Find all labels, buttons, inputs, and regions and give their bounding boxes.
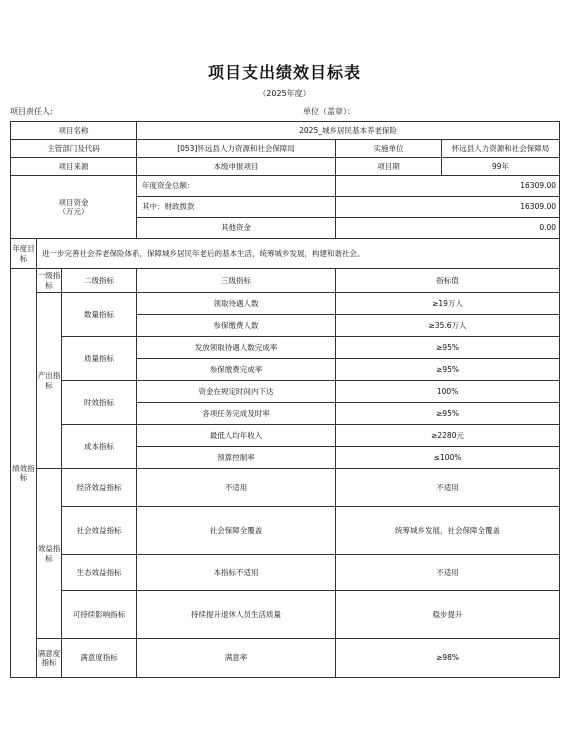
indicator-name: 不适用 <box>137 469 336 507</box>
table-row <box>11 293 560 315</box>
page-title: 项目支出绩效目标表 <box>207 63 361 82</box>
impl-unit-value: 怀远县人力资源和社会保障局 <box>442 140 560 158</box>
indicator-level2: 可持续影响指标 <box>62 591 137 639</box>
timeliness-indicator-label: 时效指标 <box>62 381 137 425</box>
fund-total-label: 年度资金总额： <box>137 176 336 197</box>
quality-indicator-label: 质量指标 <box>62 337 137 381</box>
fund-other-label: 其他资金 <box>137 218 336 239</box>
header-level2: 二级指标 <box>62 269 137 293</box>
row-annual-goal <box>11 239 560 269</box>
indicator-level2: 满意度指标 <box>62 639 137 678</box>
fund-fiscal-value: 16309.00 <box>336 197 560 218</box>
fund-unit-text: （万元） <box>58 207 89 216</box>
table-row <box>11 337 560 359</box>
indicator-value: ≤100% <box>336 447 560 469</box>
impl-unit-label: 实施单位 <box>336 140 442 158</box>
project-name-label: 项目名称 <box>11 122 137 140</box>
indicator-name: 资金在规定时间内下达 <box>137 381 336 403</box>
table-row <box>11 555 560 591</box>
indicator-name: 最低人均年收入 <box>137 425 336 447</box>
indicator-value: ≥35.6万人 <box>336 315 560 337</box>
indicator-level2: 经济效益指标 <box>62 469 137 507</box>
table-row <box>11 381 560 403</box>
table-row <box>11 425 560 447</box>
indicator-name: 本指标不适用 <box>137 555 336 591</box>
indicator-value: ≥19万人 <box>336 293 560 315</box>
cost-indicator-label: 成本指标 <box>62 425 137 469</box>
table-row <box>11 591 560 639</box>
indicator-value: 统筹城乡发展，社会保障全覆盖 <box>336 507 560 555</box>
table-row <box>11 469 560 507</box>
benefit-indicator-label: 效益指标 <box>37 469 62 639</box>
source-value: 本级申报项目 <box>137 158 336 176</box>
indicator-name: 社会保障全覆盖 <box>137 507 336 555</box>
indicator-value: ≥95% <box>336 403 560 425</box>
quantity-indicator-label: 数量指标 <box>62 293 137 337</box>
header-level3: 三级指标 <box>137 269 336 293</box>
dept-value: [053]怀远县人力资源和社会保障局 <box>137 140 336 158</box>
indicator-value: 100% <box>336 381 560 403</box>
annual-goal-value: 进一步完善社会养老保险体系，保障城乡居民年老后的基本生活，统筹城乡发展，构建和谐社会。 <box>37 239 560 269</box>
table-row <box>11 639 560 678</box>
indicator-value: ≥95% <box>336 337 560 359</box>
annual-goal-label: 年度目标 <box>11 239 37 269</box>
fund-total-value: 16309.00 <box>336 176 560 197</box>
fund-fiscal-label: 其中：财政拨款 <box>137 197 336 218</box>
indicator-name: 发放领取待遇人数完成率 <box>137 337 336 359</box>
source-label: 项目来源 <box>11 158 137 176</box>
indicator-name: 各项任务完成及时率 <box>137 403 336 425</box>
unit-seal-label: 单位（盖章）： <box>303 107 355 116</box>
indicator-name: 领取待遇人数 <box>137 293 336 315</box>
satisfaction-indicator-label: 满意度指标 <box>37 639 62 678</box>
indicator-name: 参保缴费完成率 <box>137 359 336 381</box>
indicator-value: 不适用 <box>336 555 560 591</box>
indicator-value: ≥95% <box>336 359 560 381</box>
output-indicator-label: 产出指标 <box>37 293 62 469</box>
indicator-name: 参保缴费人数 <box>137 315 336 337</box>
fund-label-text: 项目资金 <box>58 197 89 207</box>
project-name-value: 2025_城乡居民基本养老保险 <box>137 122 560 140</box>
fund-other-value: 0.00 <box>336 218 560 239</box>
indicator-name: 持续提升退休人员生活质量 <box>137 591 336 639</box>
period-label: 项目期 <box>336 158 442 176</box>
row-source <box>11 158 560 176</box>
table-row <box>11 507 560 555</box>
indicator-level2: 生态效益指标 <box>62 555 137 591</box>
dept-label: 主管部门及代码 <box>11 140 137 158</box>
indicator-name: 预算控制率 <box>137 447 336 469</box>
year-label: （2025年度） <box>258 89 311 98</box>
indicator-value: ≥98% <box>336 639 560 678</box>
row-perf-header <box>11 269 560 293</box>
indicator-value: 稳步提升 <box>336 591 560 639</box>
row-fund-total <box>11 176 560 197</box>
indicator-level2: 社会效益指标 <box>62 507 137 555</box>
period-value: 99年 <box>442 158 560 176</box>
row-project-name <box>11 122 560 140</box>
fund-label <box>11 176 137 239</box>
row-department <box>11 140 560 158</box>
header-level1: 一级指标 <box>37 269 62 293</box>
responsible-label: 项目责任人: <box>10 107 53 116</box>
indicator-value: ≥2280元 <box>336 425 560 447</box>
header-value: 指标值 <box>336 269 560 293</box>
performance-target-table <box>10 121 560 678</box>
indicator-name: 满意率 <box>137 639 336 678</box>
indicator-value: 不适用 <box>336 469 560 507</box>
perf-main-label: 绩效指标 <box>11 269 37 678</box>
